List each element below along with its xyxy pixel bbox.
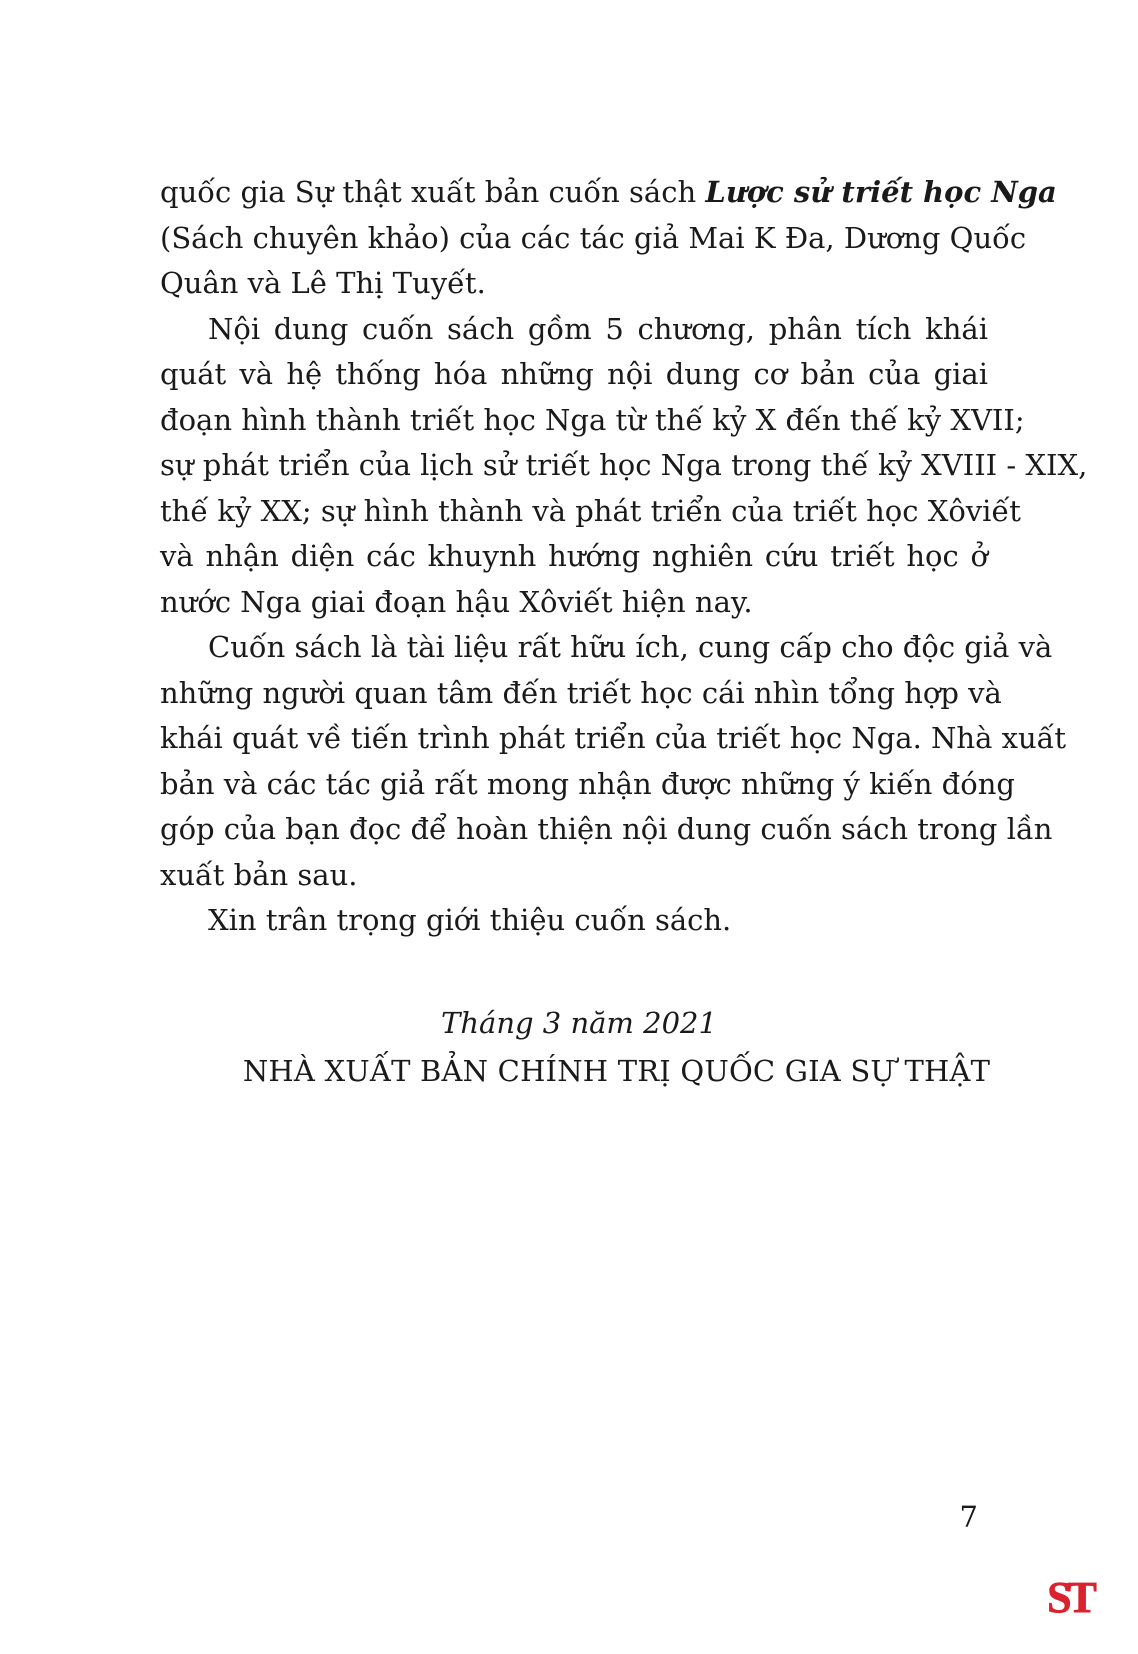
- signature-publisher: NHÀ XUẤT BẢN CHÍNH TRỊ QUỐC GIA SỰ THẬT: [242, 1054, 991, 1088]
- paragraph-3: [160, 625, 1067, 898]
- paragraph-3-line: khái quát về tiến trình phát triển của triết học Nga. Nhà xuất: [160, 721, 1067, 755]
- paragraph-4-line: Xin trân trọng giới thiệu cuốn sách.: [208, 903, 732, 937]
- paragraph-1-line-2: (Sách chuyên khảo) của các tác giả Mai K Đa, Dương Quốc: [160, 220, 1027, 255]
- paragraph-2-line: quát và hệ thống hóa những nội dung cơ bản của giai: [160, 357, 988, 391]
- paragraph-4: [160, 898, 988, 944]
- paragraph-3-line: Cuốn sách là tài liệu rất hữu ích, cung cấp cho độc giả và: [208, 630, 1053, 664]
- paragraph-2-line: và nhận diện các khuynh hướng nghiên cứu triết học ở: [160, 539, 988, 573]
- paragraph-1-line-3: Quân và Lê Thị Tuyết.: [160, 266, 486, 300]
- paragraph-3-line: góp của bạn đọc để hoàn thiện nội dung cuốn sách trong lần: [160, 812, 1053, 846]
- signature-date: Tháng 3 năm 2021: [441, 1006, 717, 1040]
- paragraph-2-line: sự phát triển của lịch sử triết học Nga trong thế kỷ XVIII - XIX,: [160, 448, 1088, 482]
- paragraph-2: [160, 307, 1088, 626]
- paragraph-2-line: Nội dung cuốn sách gồm 5 chương, phân tích khái: [208, 311, 988, 346]
- page-number: 7: [959, 1500, 978, 1534]
- svg-text:ST: ST: [1047, 1573, 1093, 1622]
- paragraph-1: [160, 170, 1057, 307]
- paragraph-3-line: bản và các tác giả rất mong nhận được những ý kiến đóng: [160, 766, 1015, 801]
- body-text: [160, 170, 1088, 944]
- st-publisher-logo-icon: [1040, 1566, 1100, 1626]
- paragraph-3-line: xuất bản sau.: [160, 857, 358, 892]
- paragraph-2-line: nước Nga giai đoạn hậu Xôviết hiện nay.: [160, 584, 753, 619]
- paragraph-2-line: đoạn hình thành triết học Nga từ thế kỷ X đến thế kỷ XVII;: [160, 402, 1025, 437]
- book-title: Lược sử triết học Nga: [705, 175, 1057, 209]
- paragraph-3-line: những người quan tâm đến triết học cái nhìn tổng hợp và: [160, 675, 1002, 710]
- paragraph-2-line: thế kỷ XX; sự hình thành và phát triển của triết học Xôviết: [160, 493, 1021, 528]
- paragraph-1-text: quốc gia Sự thật xuất bản cuốn sách: [160, 175, 706, 209]
